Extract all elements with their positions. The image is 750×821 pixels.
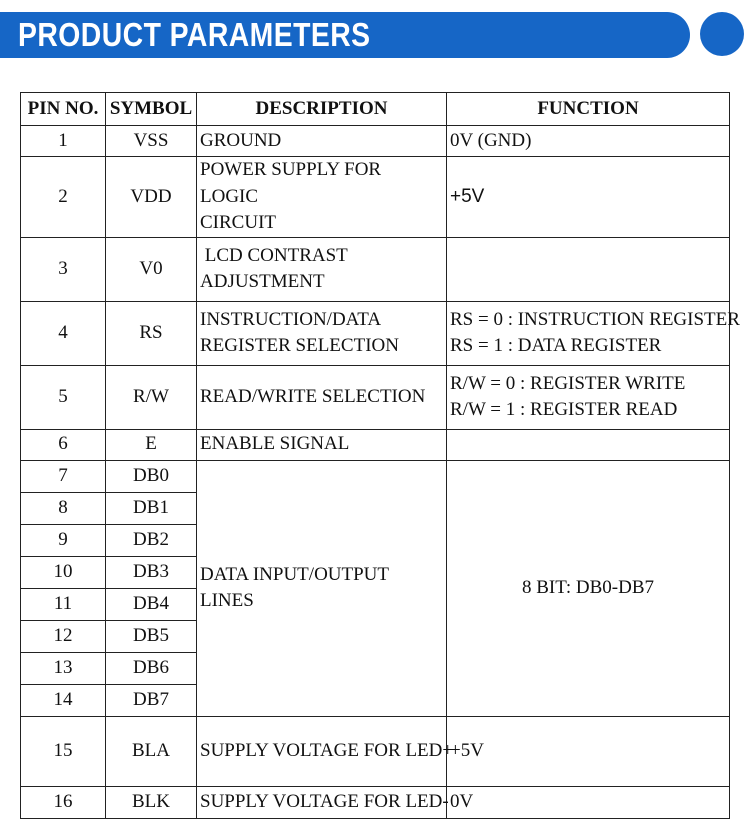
pin-symbol: R/W [106, 365, 197, 429]
pin-symbol: VDD [106, 157, 197, 238]
table-row [21, 365, 730, 429]
table-row [21, 716, 730, 786]
pin-number: 6 [21, 429, 106, 460]
pin-description: SUPPLY VOLTAGE FOR LED+ [197, 716, 447, 786]
pin-number: 11 [21, 588, 106, 620]
pin-symbol: RS [106, 301, 197, 365]
pin-symbol: DB7 [106, 684, 197, 716]
pin-number: 9 [21, 524, 106, 556]
pin-number: 10 [21, 556, 106, 588]
pin-number: 14 [21, 684, 106, 716]
pin-description [197, 301, 447, 365]
pin-description [197, 157, 447, 238]
title-banner [0, 12, 690, 58]
pin-symbol: DB1 [106, 492, 197, 524]
description-line: INSTRUCTION/DATA [200, 308, 382, 330]
table-row [21, 126, 730, 157]
pin-description: ENABLE SIGNAL [197, 429, 447, 460]
page-title: PRODUCT PARAMETERS [18, 16, 371, 53]
pin-function: 0V [447, 786, 730, 818]
description-line: LCD CONTRAST [200, 244, 348, 266]
function-line: R/W = 0 : REGISTER WRITE [450, 372, 686, 394]
table-row [21, 786, 730, 818]
pin-number: 8 [21, 492, 106, 524]
table-row [21, 157, 730, 238]
pin-number: 7 [21, 460, 106, 492]
pin-symbol: E [106, 429, 197, 460]
pin-symbol: DB3 [106, 556, 197, 588]
pin-function: 0V (GND) [447, 126, 730, 157]
pin-number: 15 [21, 716, 106, 786]
description-line: ADJUSTMENT [200, 271, 325, 293]
function-line: R/W = 1 : REGISTER READ [450, 399, 678, 421]
pin-symbol: DB0 [106, 460, 197, 492]
pin-symbol: BLK [106, 786, 197, 818]
description-line: CIRCUIT [200, 212, 276, 234]
pin-number: 12 [21, 620, 106, 652]
pin-number: 5 [21, 365, 106, 429]
pin-description: READ/WRITE SELECTION [197, 365, 447, 429]
pin-number: 13 [21, 652, 106, 684]
pin-number: 4 [21, 301, 106, 365]
pin-function [447, 365, 730, 429]
table-row [21, 301, 730, 365]
pin-number: 3 [21, 237, 106, 301]
data-lines-function: 8 BIT: DB0-DB7 [447, 460, 730, 716]
pin-number: 2 [21, 157, 106, 238]
table-row [21, 429, 730, 460]
pin-number: 16 [21, 786, 106, 818]
header-pin-no: PIN NO. [21, 93, 106, 126]
pin-symbol: V0 [106, 237, 197, 301]
function-line: RS = 0 : INSTRUCTION REGISTER [450, 308, 740, 330]
pin-symbol: VSS [106, 126, 197, 157]
header-description: DESCRIPTION [197, 93, 447, 126]
pin-description [197, 237, 447, 301]
data-lines-description: DATA INPUT/OUTPUT LINES [197, 460, 447, 716]
pin-symbol: DB2 [106, 524, 197, 556]
pin-symbol: DB6 [106, 652, 197, 684]
pin-number: 1 [21, 126, 106, 157]
pin-function: +5V [447, 157, 730, 238]
pin-function [447, 301, 740, 365]
function-line: RS = 1 : DATA REGISTER [450, 335, 662, 357]
pin-function [447, 237, 730, 301]
header-function: FUNCTION [447, 93, 730, 126]
pin-function: +5V [447, 716, 730, 786]
pin-function [447, 429, 730, 460]
table-row [21, 237, 730, 301]
table-header-row [21, 93, 730, 126]
pin-symbol: BLA [106, 716, 197, 786]
description-line: POWER SUPPLY FOR LOGIC [200, 159, 382, 207]
pin-description: GROUND [197, 126, 447, 157]
pin-description: SUPPLY VOLTAGE FOR LED- [197, 786, 447, 818]
pin-symbol: DB5 [106, 620, 197, 652]
description-line: REGISTER SELECTION [200, 335, 399, 357]
pin-symbol: DB4 [106, 588, 197, 620]
table-row [21, 460, 730, 492]
header-symbol: SYMBOL [106, 93, 197, 126]
decorative-circle [700, 12, 744, 56]
pin-parameters-table [20, 92, 740, 819]
